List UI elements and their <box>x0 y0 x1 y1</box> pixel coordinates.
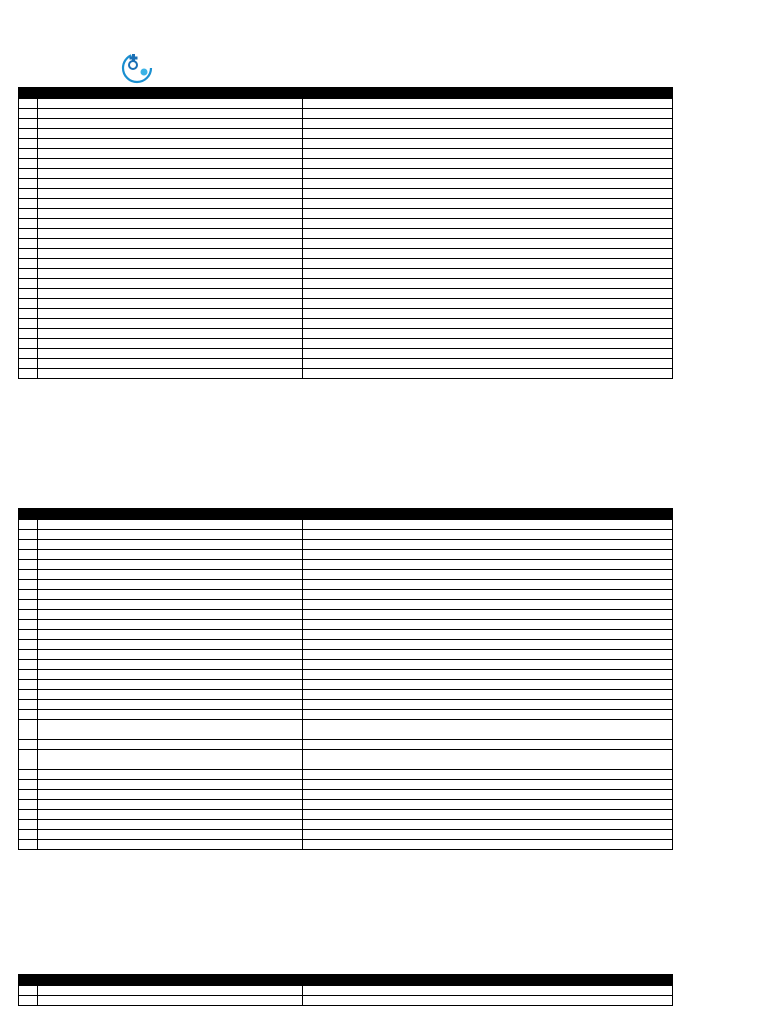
risk-cell <box>38 159 303 169</box>
row-number-cell <box>19 219 38 229</box>
table-row <box>19 630 673 640</box>
risk-cell <box>38 219 303 229</box>
row-number-cell <box>19 359 38 369</box>
row-number-cell <box>19 710 38 720</box>
row-number-cell <box>19 259 38 269</box>
risk-cell <box>38 229 303 239</box>
risk-cell <box>38 309 303 319</box>
risk-cell <box>38 349 303 359</box>
mitigation-cell <box>303 299 673 309</box>
row-number-cell <box>19 550 38 560</box>
risk-cell <box>38 710 303 720</box>
mitigation-cell <box>303 590 673 600</box>
column-header-risk <box>38 509 303 520</box>
risk-cell <box>38 319 303 329</box>
risk-cell <box>38 650 303 660</box>
risk-cell <box>38 299 303 309</box>
risk-register-table-page-1 <box>18 87 673 379</box>
row-number-cell <box>19 720 38 740</box>
mitigation-cell <box>303 530 673 540</box>
risk-cell <box>38 700 303 710</box>
risk-cell <box>38 780 303 790</box>
table-row <box>19 690 673 700</box>
risk-cell <box>38 239 303 249</box>
risk-cell <box>38 339 303 349</box>
row-number-cell <box>19 700 38 710</box>
table-row <box>19 99 673 109</box>
mitigation-cell <box>303 369 673 379</box>
risk-cell <box>38 690 303 700</box>
table-row <box>19 570 673 580</box>
mitigation-cell <box>303 570 673 580</box>
mitigation-cell <box>303 269 673 279</box>
row-number-cell <box>19 530 38 540</box>
row-number-cell <box>19 610 38 620</box>
table-row <box>19 109 673 119</box>
table-row <box>19 680 673 690</box>
row-number-cell <box>19 129 38 139</box>
row-number-cell <box>19 309 38 319</box>
risk-cell <box>38 830 303 840</box>
table-row <box>19 660 673 670</box>
column-header-no <box>19 975 38 986</box>
row-number-cell <box>19 540 38 550</box>
mitigation-cell <box>303 560 673 570</box>
mitigation-cell <box>303 670 673 680</box>
row-number-cell <box>19 600 38 610</box>
risk-register-table-page-3 <box>18 974 673 1006</box>
row-number-cell <box>19 790 38 800</box>
risk-cell <box>38 986 303 996</box>
mitigation-cell <box>303 169 673 179</box>
risk-cell <box>38 840 303 850</box>
row-number-cell <box>19 269 38 279</box>
table-row <box>19 750 673 770</box>
mitigation-cell <box>303 740 673 750</box>
mitigation-cell <box>303 580 673 590</box>
row-number-cell <box>19 986 38 996</box>
risk-cell <box>38 570 303 580</box>
mitigation-cell <box>303 770 673 780</box>
row-number-cell <box>19 810 38 820</box>
mitigation-cell <box>303 800 673 810</box>
row-number-cell <box>19 830 38 840</box>
risk-cell <box>38 810 303 820</box>
table-row <box>19 560 673 570</box>
table-row <box>19 670 673 680</box>
table-row <box>19 129 673 139</box>
row-number-cell <box>19 660 38 670</box>
row-number-cell <box>19 159 38 169</box>
mitigation-cell <box>303 319 673 329</box>
risk-cell <box>38 790 303 800</box>
row-number-cell <box>19 640 38 650</box>
mitigation-cell <box>303 109 673 119</box>
mitigation-cell <box>303 289 673 299</box>
risk-cell <box>38 269 303 279</box>
mitigation-cell <box>303 840 673 850</box>
risk-cell <box>38 249 303 259</box>
table-row <box>19 339 673 349</box>
row-number-cell <box>19 560 38 570</box>
mitigation-cell <box>303 660 673 670</box>
table-row <box>19 289 673 299</box>
row-number-cell <box>19 840 38 850</box>
table-row <box>19 996 673 1006</box>
risk-cell <box>38 329 303 339</box>
risk-cell <box>38 99 303 109</box>
table-row <box>19 830 673 840</box>
table-row <box>19 520 673 530</box>
mitigation-cell <box>303 720 673 740</box>
table-row <box>19 770 673 780</box>
mitigation-cell <box>303 630 673 640</box>
risk-cell <box>38 359 303 369</box>
table-row <box>19 840 673 850</box>
table-row <box>19 239 673 249</box>
table-row <box>19 169 673 179</box>
row-number-cell <box>19 680 38 690</box>
mitigation-cell <box>303 790 673 800</box>
risk-cell <box>38 610 303 620</box>
column-header-no <box>19 509 38 520</box>
risk-cell <box>38 630 303 640</box>
table-row <box>19 259 673 269</box>
table-row <box>19 369 673 379</box>
risk-cell <box>38 750 303 770</box>
row-number-cell <box>19 349 38 359</box>
table-row <box>19 650 673 660</box>
risk-cell <box>38 289 303 299</box>
risk-cell <box>38 109 303 119</box>
risk-cell <box>38 620 303 630</box>
mitigation-cell <box>303 279 673 289</box>
row-number-cell <box>19 780 38 790</box>
mitigation-cell <box>303 329 673 339</box>
risk-cell <box>38 279 303 289</box>
table-row <box>19 149 673 159</box>
mitigation-cell <box>303 690 673 700</box>
mitigation-cell <box>303 600 673 610</box>
table-row <box>19 159 673 169</box>
risk-cell <box>38 520 303 530</box>
mitigation-cell <box>303 710 673 720</box>
risk-cell <box>38 149 303 159</box>
table-row <box>19 986 673 996</box>
row-number-cell <box>19 139 38 149</box>
table-row <box>19 590 673 600</box>
column-header-risk <box>38 975 303 986</box>
row-number-cell <box>19 149 38 159</box>
mitigation-cell <box>303 229 673 239</box>
table-row <box>19 299 673 309</box>
risk-cell <box>38 550 303 560</box>
risk-cell <box>38 560 303 570</box>
row-number-cell <box>19 580 38 590</box>
mitigation-cell <box>303 139 673 149</box>
mitigation-cell <box>303 309 673 319</box>
mitigation-cell <box>303 349 673 359</box>
row-number-cell <box>19 630 38 640</box>
row-number-cell <box>19 169 38 179</box>
table-row <box>19 199 673 209</box>
risk-cell <box>38 199 303 209</box>
row-number-cell <box>19 319 38 329</box>
table-row <box>19 209 673 219</box>
mitigation-cell <box>303 149 673 159</box>
row-number-cell <box>19 109 38 119</box>
mitigation-cell <box>303 199 673 209</box>
table-row <box>19 740 673 750</box>
mitigation-cell <box>303 249 673 259</box>
table-row <box>19 810 673 820</box>
table-row <box>19 249 673 259</box>
mitigation-cell <box>303 820 673 830</box>
mitigation-cell <box>303 179 673 189</box>
risk-cell <box>38 660 303 670</box>
mitigation-cell <box>303 209 673 219</box>
row-number-cell <box>19 229 38 239</box>
risk-cell <box>38 720 303 740</box>
mitigation-cell <box>303 550 673 560</box>
risk-register-table-page-2 <box>18 508 673 850</box>
row-number-cell <box>19 740 38 750</box>
table-row <box>19 279 673 289</box>
column-header-mitigation <box>303 975 673 986</box>
table-row <box>19 119 673 129</box>
table-row <box>19 620 673 630</box>
risk-cell <box>38 530 303 540</box>
mitigation-cell <box>303 830 673 840</box>
row-number-cell <box>19 520 38 530</box>
row-number-cell <box>19 239 38 249</box>
table-row <box>19 550 673 560</box>
mitigation-cell <box>303 640 673 650</box>
risk-cell <box>38 580 303 590</box>
risk-cell <box>38 209 303 219</box>
risk-cell <box>38 169 303 179</box>
table-row <box>19 530 673 540</box>
risk-cell <box>38 600 303 610</box>
mitigation-cell <box>303 780 673 790</box>
risk-cell <box>38 189 303 199</box>
table-header-row <box>19 88 673 99</box>
risk-cell <box>38 590 303 600</box>
column-header-mitigation <box>303 509 673 520</box>
row-number-cell <box>19 770 38 780</box>
row-number-cell <box>19 289 38 299</box>
table-row <box>19 269 673 279</box>
risk-cell <box>38 540 303 550</box>
mitigation-cell <box>303 620 673 630</box>
row-number-cell <box>19 996 38 1006</box>
table-header-row <box>19 975 673 986</box>
risk-cell <box>38 670 303 680</box>
mitigation-cell <box>303 750 673 770</box>
mitigation-cell <box>303 239 673 249</box>
column-header-no <box>19 88 38 99</box>
row-number-cell <box>19 199 38 209</box>
table-row <box>19 640 673 650</box>
risk-cell <box>38 129 303 139</box>
row-number-cell <box>19 750 38 770</box>
risk-cell <box>38 996 303 1006</box>
row-number-cell <box>19 329 38 339</box>
mitigation-cell <box>303 99 673 109</box>
row-number-cell <box>19 179 38 189</box>
mitigation-cell <box>303 219 673 229</box>
table-row <box>19 610 673 620</box>
table-row <box>19 540 673 550</box>
mitigation-cell <box>303 996 673 1006</box>
table-row <box>19 359 673 369</box>
row-number-cell <box>19 369 38 379</box>
mitigation-cell <box>303 119 673 129</box>
document-header <box>0 48 768 88</box>
table-row <box>19 710 673 720</box>
table-row <box>19 349 673 359</box>
risk-cell <box>38 820 303 830</box>
table-row <box>19 820 673 830</box>
table-row <box>19 700 673 710</box>
mitigation-cell <box>303 540 673 550</box>
row-number-cell <box>19 279 38 289</box>
mitigation-cell <box>303 810 673 820</box>
risk-cell <box>38 800 303 810</box>
row-number-cell <box>19 620 38 630</box>
row-number-cell <box>19 189 38 199</box>
risk-cell <box>38 259 303 269</box>
row-number-cell <box>19 820 38 830</box>
table-row <box>19 720 673 740</box>
table-row <box>19 780 673 790</box>
mitigation-cell <box>303 259 673 269</box>
row-number-cell <box>19 800 38 810</box>
mitigation-cell <box>303 520 673 530</box>
mitigation-cell <box>303 129 673 139</box>
table-row <box>19 800 673 810</box>
mitigation-cell <box>303 610 673 620</box>
mitigation-cell <box>303 700 673 710</box>
mitigation-cell <box>303 986 673 996</box>
row-number-cell <box>19 570 38 580</box>
mitigation-cell <box>303 189 673 199</box>
table-row <box>19 329 673 339</box>
risk-cell <box>38 139 303 149</box>
mitigation-cell <box>303 680 673 690</box>
row-number-cell <box>19 119 38 129</box>
row-number-cell <box>19 690 38 700</box>
table-row <box>19 319 673 329</box>
mitigation-cell <box>303 650 673 660</box>
table-row <box>19 790 673 800</box>
row-number-cell <box>19 99 38 109</box>
table-row <box>19 179 673 189</box>
row-number-cell <box>19 590 38 600</box>
risk-cell <box>38 369 303 379</box>
table-row <box>19 189 673 199</box>
table-row <box>19 219 673 229</box>
column-header-mitigation <box>303 88 673 99</box>
table-row <box>19 309 673 319</box>
table-row <box>19 600 673 610</box>
risk-cell <box>38 179 303 189</box>
mitigation-cell <box>303 359 673 369</box>
risk-cell <box>38 770 303 780</box>
table-row <box>19 580 673 590</box>
risk-cell <box>38 740 303 750</box>
mitigation-cell <box>303 159 673 169</box>
risk-cell <box>38 640 303 650</box>
row-number-cell <box>19 209 38 219</box>
risk-cell <box>38 680 303 690</box>
row-number-cell <box>19 670 38 680</box>
table-row <box>19 139 673 149</box>
column-header-risk <box>38 88 303 99</box>
row-number-cell <box>19 650 38 660</box>
hospital-logo-icon <box>118 50 156 84</box>
row-number-cell <box>19 249 38 259</box>
row-number-cell <box>19 339 38 349</box>
mitigation-cell <box>303 339 673 349</box>
risk-cell <box>38 119 303 129</box>
table-header-row <box>19 509 673 520</box>
table-row <box>19 229 673 239</box>
row-number-cell <box>19 299 38 309</box>
